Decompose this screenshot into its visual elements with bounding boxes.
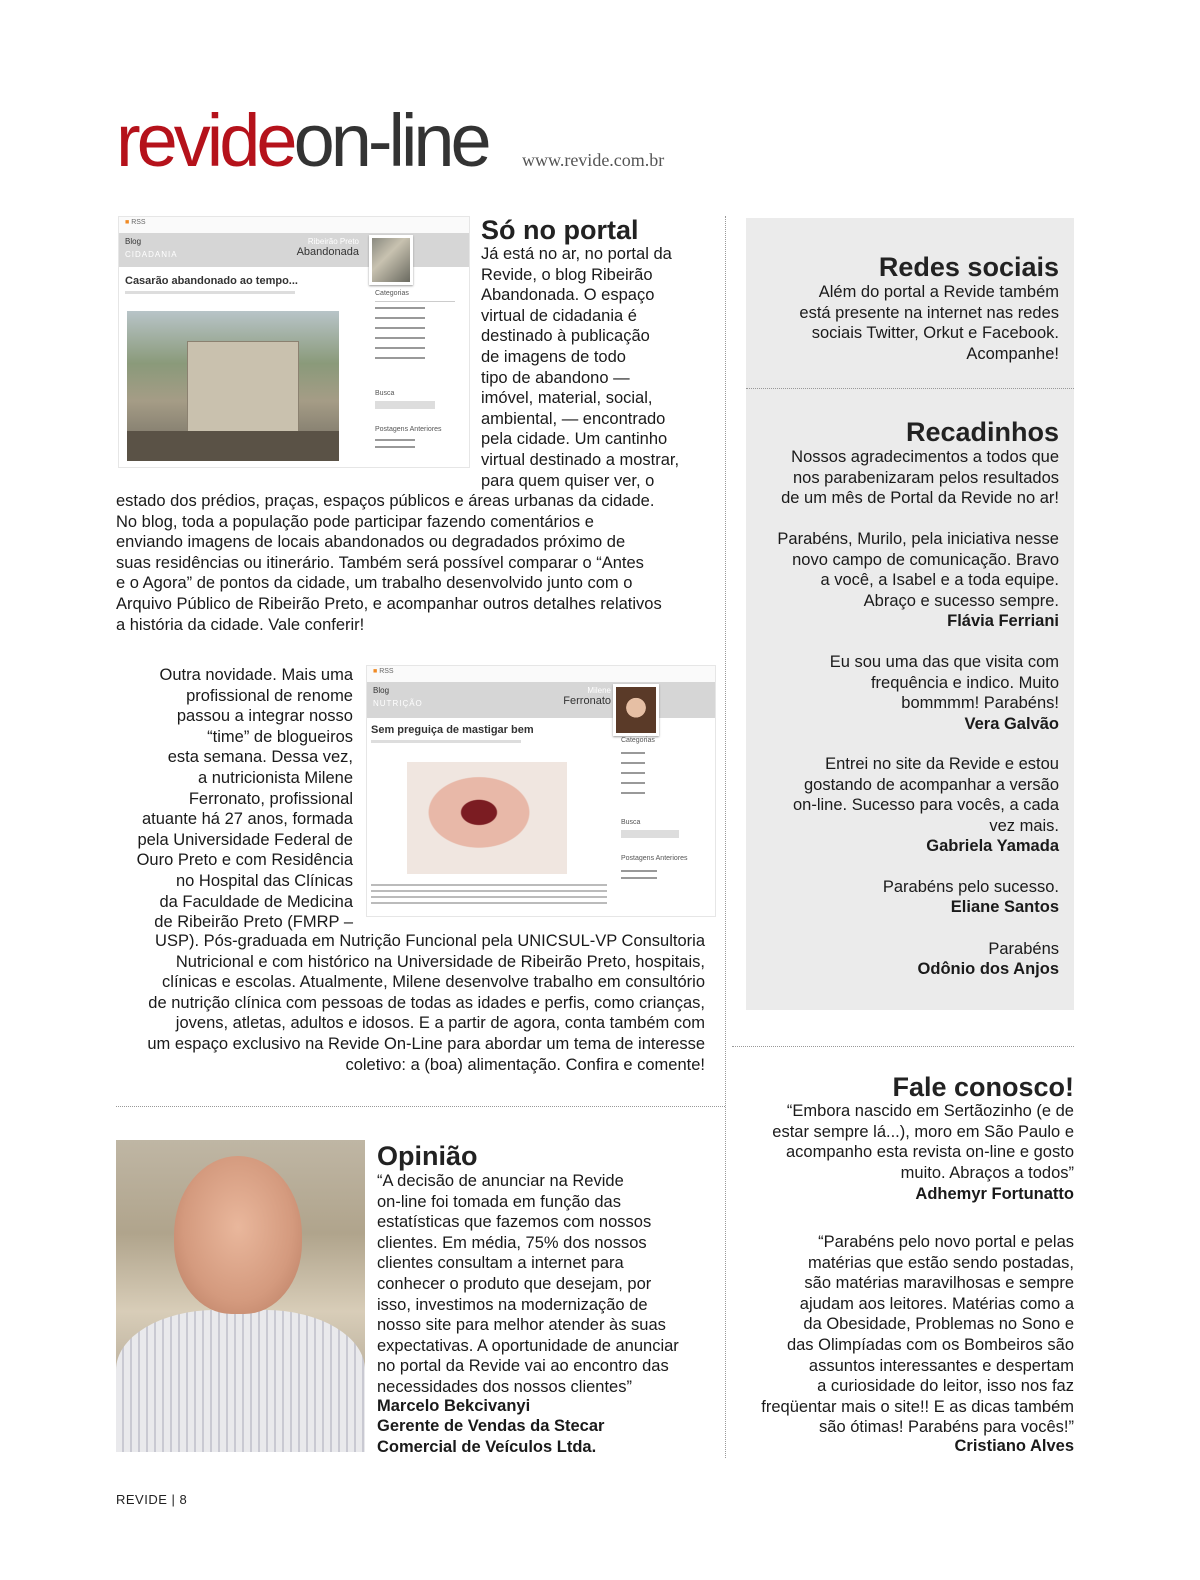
text-line: estar sempre lá...), moro em São Paulo e [772, 1122, 1074, 1141]
sidebar-categorias: Categorias [621, 737, 655, 744]
abandoned-house-photo [127, 311, 339, 461]
text-line: clientes consultam a internet para [377, 1254, 624, 1273]
text-line: gostando de acompanhar a versão [803, 775, 1059, 794]
sidebar-category-list [621, 752, 645, 802]
text-line: sociais Twitter, Orkut e Facebook. [811, 324, 1059, 343]
text-line: para quem quiser ver, o [481, 471, 655, 490]
recado-4 [750, 877, 1059, 898]
text-line: Parabéns, Murilo, pela iniciativa nesse [777, 530, 1059, 548]
search-box [621, 830, 679, 838]
blog-screenshot-nutricao [366, 665, 716, 917]
text-line: no Hospital das Clínicas [175, 871, 353, 890]
text-line: estatísticas que fazemos com nossos [377, 1213, 652, 1232]
text-line: bommmm! Parabéns! [901, 694, 1059, 713]
text-line: de nutrição clínica com pessoas de todas as idades e perfis, como crianças, [148, 993, 705, 1012]
text-line: da Obesidade, Problemas no Sono e [803, 1315, 1074, 1334]
portal-paragraph1-continuation [116, 491, 716, 635]
mouth-eating-photo [407, 762, 567, 874]
recado-4-author: Eliane Santos [950, 898, 1059, 916]
recado-1-author: Flávia Ferriani [947, 612, 1059, 630]
recado-5-author: Odônio dos Anjos [917, 960, 1059, 978]
logo-online: on-line [293, 99, 488, 182]
text-line: e o Agora” de pontos da cidade, um trabalho desenvolvido junto com o [116, 574, 633, 593]
text-line: Ouro Preto e com Residência [136, 851, 353, 870]
text-line: expectativas. A oportunidade de anunciar [377, 1336, 679, 1355]
text-line: novo campo de comunicação. Bravo [792, 550, 1059, 569]
blog-header-band [367, 682, 715, 718]
search-box [375, 401, 435, 409]
opiniao-quote [377, 1171, 717, 1398]
blog-label: Blog [125, 237, 142, 246]
text-line: Acompanhe! [966, 344, 1059, 363]
recadinhos-title: Recadinhos [905, 417, 1059, 447]
blog-screenshot-ribeirao-abandonada [118, 216, 470, 468]
redes-sociais-text [750, 282, 1059, 364]
rss-icon: ■ [125, 219, 132, 226]
section-divider-right [732, 1046, 1074, 1047]
blog-brand-top: Milene [587, 686, 611, 695]
sidebar-busca: Busca [375, 390, 395, 397]
section-divider-left [116, 1106, 725, 1107]
text-line: Abraço e sucesso sempre. [863, 591, 1059, 610]
blog-post-title: Casarão abandonado ao tempo... [125, 275, 298, 287]
text-line: USP). Pós-graduada em Nutrição Funcional pela UNICSUL-VP Consultoria [155, 932, 705, 950]
text-line: Já está no ar, no portal da [481, 245, 672, 263]
rss-bar [119, 217, 469, 233]
text-line: muito. Abraços a todos” [900, 1163, 1074, 1182]
sidebar-category-list [375, 307, 425, 367]
text-line: nosso site para melhor atender às suas [377, 1316, 666, 1335]
post-caption-text [371, 884, 607, 908]
text-line: Parabéns pelo sucesso. [882, 878, 1059, 896]
sidebar-postagens: Postagens Anteriores [375, 426, 442, 433]
text-line: on-line. Sucesso para vocês, a cada [793, 796, 1059, 815]
sidebar-archive-list [375, 439, 415, 453]
portal-paragraph2 [116, 665, 353, 933]
blog-avatar-image [369, 235, 413, 285]
blog-post-title: Sem preguiça de mastigar bem [371, 724, 534, 736]
so-no-portal-title: Só no portal [481, 215, 639, 245]
recadinhos-intro [750, 447, 1059, 509]
redes-sociais-title: Redes sociais [878, 252, 1059, 282]
text-line: necessidades dos nossos clientes” [377, 1377, 632, 1396]
text-line: Ferronato, profissional [188, 789, 353, 808]
revide-online-logo [116, 99, 488, 182]
text-line: jovens, atletas, adultos e idosos. E a partir de agora, conta também com [175, 1014, 705, 1033]
text-line: Nutricional e com histórico na Universidade de Ribeirão Preto, hospitais, [175, 952, 705, 971]
portal-paragraph1 [481, 244, 703, 491]
shirt-shape [116, 1310, 365, 1452]
portal-paragraph2-continuation [116, 931, 705, 1075]
text-line: de Ribeirão Preto (FMRP – [154, 913, 353, 932]
text-line: passou a integrar nosso [176, 707, 353, 726]
logo-revide: revide [116, 99, 294, 182]
panel-divider [746, 388, 1074, 389]
text-line: esta semana. Dessa vez, [167, 748, 353, 767]
text-line: “time” de blogueiros [207, 727, 353, 746]
rss-label: RSS [131, 219, 146, 226]
marcelo-bekcivanyi-photo [116, 1140, 365, 1452]
text-line: profissional de renome [186, 686, 353, 705]
text-line: assuntos interessantes e despertam [808, 1356, 1074, 1375]
recado-2-author: Vera Galvão [964, 715, 1059, 733]
text-line: pela cidade. Um cantinho [481, 430, 668, 449]
sidebar-archive-list [621, 870, 657, 884]
text-line: a curiosidade do leitor, isso nos faz [817, 1377, 1074, 1396]
fale-msg-1-author: Adhemyr Fortunatto [915, 1185, 1074, 1203]
text-line: está presente na internet nas redes [799, 303, 1059, 322]
text-line: de imagens de todo [481, 347, 626, 366]
text-line: a história da cidade. Vale conferir! [116, 615, 365, 634]
text-line: clientes. Em média, 75% dos nossos [377, 1233, 647, 1252]
blog-header-band [119, 233, 469, 267]
text-line: imóvel, material, social, [481, 389, 653, 408]
text-line: conhecer o produto que desejam, por [377, 1274, 652, 1293]
text-line: clínicas e escolas. Atualmente, Milene desenvolve trabalho em consultório [162, 973, 705, 992]
text-line: isso, investimos na modernização de [377, 1295, 648, 1314]
opiniao-role-line2: Comercial de Veículos Ltda. [377, 1438, 597, 1456]
text-line: ajudam aos leitores. Matérias como a [799, 1294, 1074, 1313]
text-line: a nutricionista Milene [198, 768, 353, 787]
recado-2 [750, 652, 1059, 714]
fale-msg-1 [740, 1101, 1074, 1183]
text-line: acompanho esta revista on-line e gosto [785, 1143, 1074, 1162]
face-shape [174, 1156, 302, 1314]
fale-conosco-title: Fale conosco! [892, 1072, 1074, 1102]
text-line: tipo de abandono — [481, 368, 630, 387]
text-line: atuante há 27 anos, formada [142, 810, 353, 829]
blog-section: NUTRIÇÃO [373, 699, 423, 708]
text-line: Nossos agradecimentos a todos que [791, 448, 1059, 466]
text-line: são ótimas! Parabéns para vocês!” [819, 1418, 1074, 1437]
rss-icon: ■ [373, 668, 380, 675]
text-line: frequência e indico. Muito [870, 673, 1059, 692]
post-meta-line [125, 291, 295, 294]
opiniao-author: Marcelo Bekcivanyi [377, 1397, 531, 1415]
text-line: “Embora nascido em Sertãozinho (e de [786, 1102, 1074, 1120]
rss-label: RSS [379, 668, 394, 675]
text-line: de um mês de Portal da Revide no ar! [781, 489, 1059, 508]
fale-msg-2-author: Cristiano Alves [954, 1437, 1074, 1455]
recado-3 [750, 754, 1059, 836]
site-url[interactable]: www.revide.com.br [522, 150, 665, 170]
text-line: destinado à publicação [481, 327, 650, 346]
recado-1 [750, 529, 1059, 611]
text-line: ambiental, — encontrado [481, 409, 666, 428]
text-line: Entrei no site da Revide e estou [825, 755, 1059, 773]
text-line: um espaço exclusivo na Revide On-Line para abordar um tema de interesse [147, 1034, 705, 1053]
recado-5 [750, 939, 1059, 960]
sidebar-categorias: Categorias [375, 290, 409, 297]
fale-msg-2 [740, 1232, 1074, 1438]
text-line: suas residências ou itinerário. Também será possível comparar o “Antes [116, 553, 644, 572]
text-line: vez mais. [989, 816, 1059, 835]
post-meta-line [371, 740, 521, 743]
blog-brand-bottom: Abandonada [296, 246, 359, 258]
text-line: Além do portal a Revide também [818, 283, 1059, 301]
text-line: pela Universidade Federal de [137, 830, 353, 849]
opiniao-role-line1: Gerente de Vendas da Stecar [377, 1417, 605, 1435]
text-line: Arquivo Público de Ribeirão Preto, e acompanhar outros detalhes relativos [116, 594, 662, 613]
text-line: matérias que estão sendo postadas, [807, 1253, 1074, 1272]
blog-section: CIDADANIA [125, 250, 178, 259]
text-line: “Parabéns pelo novo portal e pelas [818, 1233, 1074, 1251]
text-line: da Faculdade de Medicina [159, 892, 353, 911]
sidebar-postagens: Postagens Anteriores [621, 855, 688, 862]
blog-brand-bottom: Ferronato [563, 695, 611, 707]
text-line: são matérias maravilhosas e sempre [804, 1274, 1074, 1293]
text-line: a você, a Isabel e a toda equipe. [820, 571, 1059, 590]
text-line: No blog, toda a população pode participar fazendo comentários e [116, 512, 594, 531]
blog-brand-top: Ribeirão Preto [307, 237, 359, 246]
rss-bar [367, 666, 715, 682]
page-footer: REVIDE | 8 [116, 1492, 188, 1507]
text-line: enviando imagens de locais abandonados ou degradados próximo de [116, 533, 626, 552]
opiniao-title: Opinião [377, 1141, 478, 1171]
text-line: nos parabenizaram pelos resultados [793, 468, 1059, 487]
text-line: Abandonada. O espaço [481, 286, 655, 305]
text-line: freqüentar mais o site!! E as dicas também [761, 1397, 1074, 1416]
sidebar-divider [375, 301, 455, 302]
text-line: Parabéns [988, 940, 1059, 958]
column-divider [725, 216, 726, 1458]
text-line: coletivo: a (boa) alimentação. Confira e comente! [345, 1055, 705, 1074]
text-line: “A decisão de anunciar na Revide [377, 1172, 624, 1190]
text-line: Outra novidade. Mais uma [159, 666, 353, 684]
text-line: virtual destinado a mostrar, [481, 450, 680, 469]
text-line: Revide, o blog Ribeirão [481, 265, 653, 284]
text-line: no portal da Revide vai ao encontro das [377, 1357, 669, 1376]
recado-3-author: Gabriela Yamada [926, 837, 1059, 855]
text-line: estado dos prédios, praças, espaços públicos e áreas urbanas da cidade. [116, 492, 655, 510]
wall-shape [127, 431, 339, 461]
text-line: on-line foi tomada em função das [377, 1192, 621, 1211]
text-line: virtual de cidadania é [481, 306, 637, 325]
house-facade-shape [187, 341, 299, 433]
text-line: Eu sou uma das que visita com [829, 653, 1059, 671]
blogger-avatar-photo [613, 684, 659, 736]
text-line: das Olimpíadas com os Bombeiros são [786, 1335, 1074, 1354]
sidebar-busca: Busca [621, 819, 641, 826]
blog-label: Blog [373, 686, 390, 695]
